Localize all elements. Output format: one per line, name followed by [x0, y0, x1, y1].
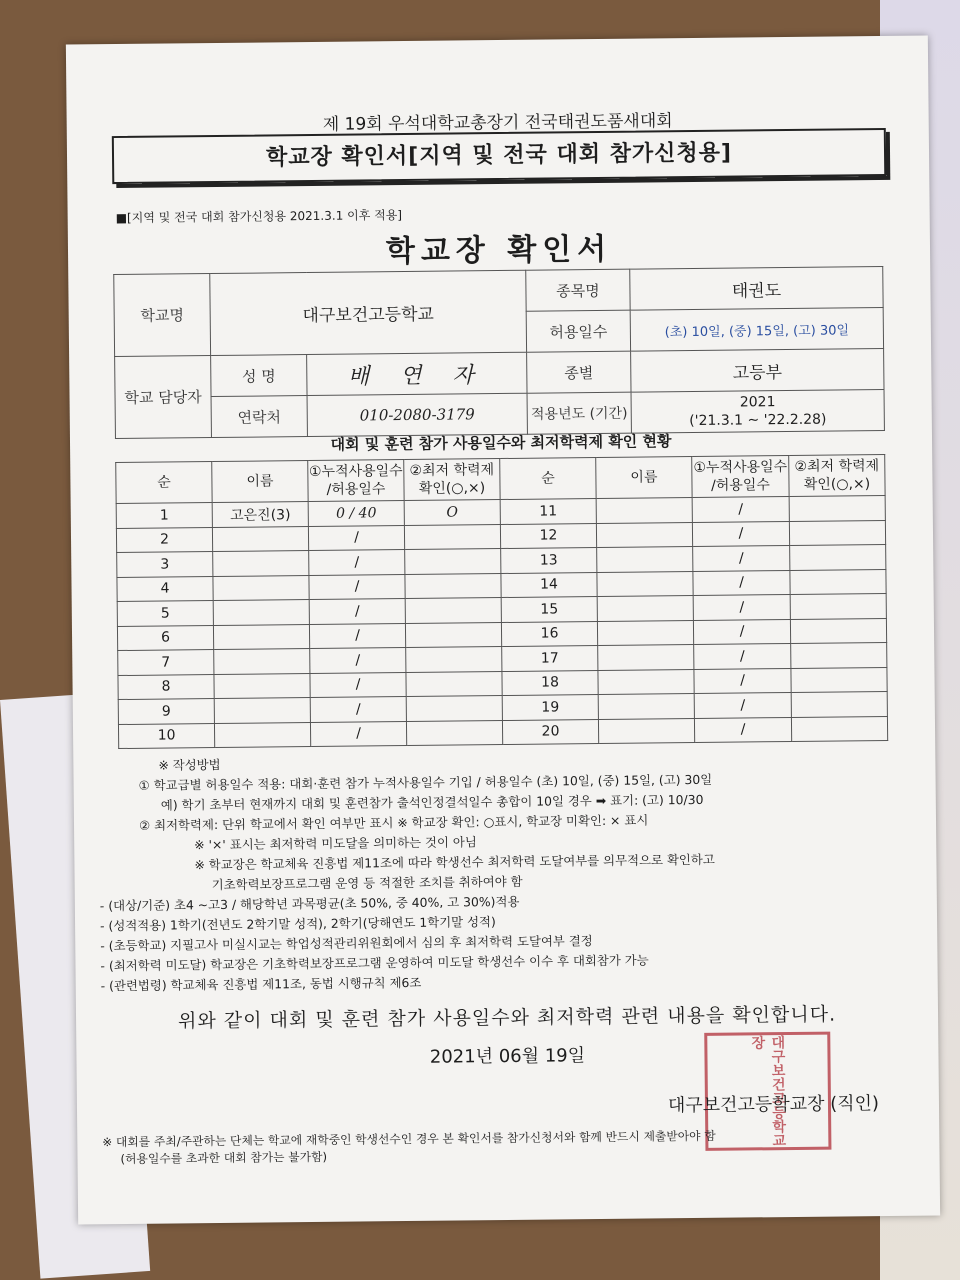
row-no-2: 18	[502, 670, 598, 696]
row-check	[406, 671, 502, 697]
year-cell	[631, 389, 884, 433]
row-no: 2	[116, 527, 212, 553]
instruction-line: 예) 학기 초부터 현재까지 대회 및 훈련참가 출석인정결석일수 총합이 10일 경우 ➡ 표기: (고) 10/30	[160, 791, 704, 813]
header-days: ①누적사용일수 /허용일수	[308, 460, 404, 502]
row-check-2	[791, 691, 887, 717]
row-name-2	[597, 596, 693, 622]
footer-note	[102, 1126, 922, 1169]
row-check: O	[404, 500, 500, 526]
instruction-line: ※ '×' 표시는 최저학력 미도달을 의미하는 것이 아님	[194, 834, 477, 853]
header-no: 순	[116, 462, 212, 504]
instructions	[98, 748, 920, 997]
row-check	[405, 573, 501, 599]
row-no-2: 13	[501, 548, 597, 574]
row-no-2: 16	[501, 621, 597, 647]
row-no: 5	[117, 601, 213, 627]
row-check-2	[789, 495, 885, 521]
row-name	[214, 722, 310, 748]
row-name	[212, 526, 308, 552]
row-no: 9	[118, 699, 214, 725]
row-no-2: 12	[500, 523, 596, 549]
event-value: 태권도	[630, 267, 883, 311]
row-check	[405, 622, 501, 648]
row-name-2	[596, 522, 692, 548]
header-name: 이름	[212, 461, 308, 503]
header-days-2: ①누적사용일수 /허용일수	[692, 455, 789, 497]
row-days-2: /	[693, 619, 790, 645]
instruction-line: - (대상/기준) 초4 ~고3 / 해당학년 과목평균(초 50%, 중 40%, 고 30%)적용	[99, 893, 520, 914]
instruction-line: 기초학력보장프로그램 운영 등 적절한 조치를 취하여야 함	[211, 873, 523, 893]
row-name-2	[598, 669, 694, 695]
row-name-2	[598, 645, 694, 671]
row-check	[406, 696, 502, 722]
row-name-2	[597, 620, 693, 646]
row-days: /	[309, 574, 405, 600]
school-value: 대구보건고등학교	[210, 270, 527, 355]
issue-date: 2021년 06월 19일	[429, 1045, 586, 1068]
row-name	[214, 673, 310, 699]
event-label: 종목명	[526, 269, 630, 311]
row-no: 6	[117, 625, 213, 651]
instruction-line: ② 최저학력제: 단위 학교에서 확인 여부만 표시 ※ 학교장 확인: ○표시, 학교장 미확인: × 표시	[138, 812, 649, 833]
document-box-title: 학교장 확인서[지역 및 전국 대회 참가신청용]	[112, 128, 886, 184]
row-no: 4	[117, 576, 213, 602]
instruction-line: ※ 작성방법	[158, 756, 221, 773]
row-days: /	[308, 525, 404, 551]
row-no-2: 15	[501, 597, 597, 623]
row-name	[214, 698, 310, 724]
instruction-line: ※ 학교장은 학교체육 진흥법 제11조에 따라 학생선수 최저학력 도달여부를 의무적으로 확인하고	[194, 851, 715, 873]
row-days-2: /	[693, 570, 790, 596]
instruction-line: - (초등학교) 지필고사 미실시교는 학업성적관리위원회에서 심의 후 최저학력 도달여부 결정	[100, 933, 593, 954]
row-name	[213, 600, 309, 626]
row-days: /	[310, 721, 406, 747]
year-value: 2021	[739, 394, 776, 411]
manager-name-handwritten: 배 연 자	[307, 352, 527, 395]
instruction-line: ① 학교급별 허용일수 적용: 대회·훈련 참가 누적사용일수 기입 / 허용일수 (초) 10일, (중) 15일, (고) 30일	[138, 771, 713, 793]
manager-label: 학교 담당자	[115, 356, 212, 439]
row-name: 고은진(3)	[212, 502, 308, 528]
row-check-2	[789, 520, 885, 546]
row-no: 10	[118, 723, 214, 749]
row-no: 1	[116, 503, 212, 529]
row-days: /	[309, 550, 405, 576]
row-no-2: 20	[502, 719, 598, 745]
row-days-2: /	[693, 545, 790, 571]
contact-label: 연락처	[211, 396, 307, 438]
row-name	[213, 575, 309, 601]
row-no: 7	[118, 650, 214, 676]
instruction-line: - (관련법령) 학교체육 진흥법 제11조, 동법 시행규칙 제6조	[100, 974, 422, 994]
row-check-2	[790, 544, 886, 570]
row-check	[404, 524, 500, 550]
header-no-2: 순	[500, 458, 596, 500]
row-name-2	[598, 694, 694, 720]
confirmation-statement: 위와 같이 대회 및 훈련 참가 사용일수와 최저학력 관련 내용을 확인합니다.	[177, 1003, 837, 1033]
principal-signature-line: 대구보건고등학교장 (직인)	[667, 1093, 880, 1117]
footer-line: ※ 대회를 주최/주관하는 단체는 학교에 재학중인 학생선수인 경우 본 확인서를 참가신청서와 함께 반드시 제출받아야 함	[102, 1128, 716, 1150]
row-days: 0 / 40	[308, 501, 404, 527]
row-days: /	[310, 672, 406, 698]
school-label: 학교명	[114, 274, 211, 357]
header-name-2: 이름	[596, 457, 692, 499]
competition-title: 제 19회 우석대학교총장기 전국태권도품새대회	[322, 111, 673, 135]
row-check-2	[790, 593, 886, 619]
applicability-note: ■[지역 및 전국 대회 참가신청용 2021.3.1 이후 적용]	[115, 208, 403, 226]
row-check-2	[790, 569, 886, 595]
row-name-2	[597, 547, 693, 573]
row-no-2: 19	[502, 695, 598, 721]
row-check	[405, 549, 501, 575]
main-title: 학교장 확인서	[385, 231, 613, 270]
row-name	[213, 551, 309, 577]
period-value: ('21.3.1 ~ '22.2.28)	[689, 411, 827, 430]
division-label: 종별	[527, 351, 631, 393]
row-name-2	[596, 498, 692, 524]
row-no-2: 17	[502, 646, 598, 672]
row-no: 3	[117, 552, 213, 578]
row-days-2: /	[694, 692, 791, 718]
name-label: 성 명	[211, 355, 307, 397]
row-name	[213, 624, 309, 650]
confirmation-sheet	[66, 36, 940, 1225]
header-check: ②최저 학력제 확인(○,×)	[404, 459, 500, 501]
row-no-2: 14	[501, 572, 597, 598]
usage-table	[115, 454, 888, 749]
info-table	[113, 266, 885, 439]
division-value: 고등부	[631, 348, 884, 392]
row-no-2: 11	[500, 499, 596, 525]
contact-handwritten: 010-2080-3179	[307, 393, 527, 436]
row-days-2: /	[694, 668, 791, 694]
allowed-label: 허용일수	[526, 310, 630, 352]
row-days: /	[310, 648, 406, 674]
allowed-value: (초) 10일, (중) 15일, (고) 30일	[630, 308, 883, 352]
row-days: /	[309, 599, 405, 625]
row-no: 8	[118, 674, 214, 700]
row-check-2	[791, 716, 887, 742]
row-name-2	[597, 571, 693, 597]
row-name	[214, 649, 310, 675]
row-days-2: /	[692, 521, 789, 547]
instruction-line: - (최저학력 미도달) 학교장은 기초학력보장프로그램 운영하여 미도달 학생선수 이수 후 대회참가 가능	[100, 952, 649, 974]
year-label: 적용년도 (기간)	[527, 392, 631, 434]
footer-line: (허용일수를 초과한 대회 참가는 불가함)	[120, 1149, 328, 1167]
row-check	[406, 647, 502, 673]
row-check	[406, 720, 502, 746]
row-days-2: /	[694, 717, 791, 743]
row-days-2: /	[692, 496, 789, 522]
instruction-line: - (성적적용) 1학기(전년도 2학기말 성적), 2학기(당해연도 1학기말 성적)	[99, 914, 496, 934]
section-title: 대회 및 훈련 참가 사용일수와 최저학력제 확인 현황	[330, 432, 672, 454]
official-seal-stamp: 대구보건고등학교장	[704, 1032, 831, 1151]
row-check-2	[791, 667, 887, 693]
row-check	[405, 598, 501, 624]
row-days: /	[309, 623, 405, 649]
header-check-2: ②최저 학력제 확인(○,×)	[789, 454, 885, 496]
row-check-2	[790, 618, 886, 644]
row-days-2: /	[694, 643, 791, 669]
row-days: /	[310, 697, 406, 723]
row-check-2	[791, 642, 887, 668]
row-days-2: /	[693, 594, 790, 620]
row-name-2	[598, 718, 694, 744]
